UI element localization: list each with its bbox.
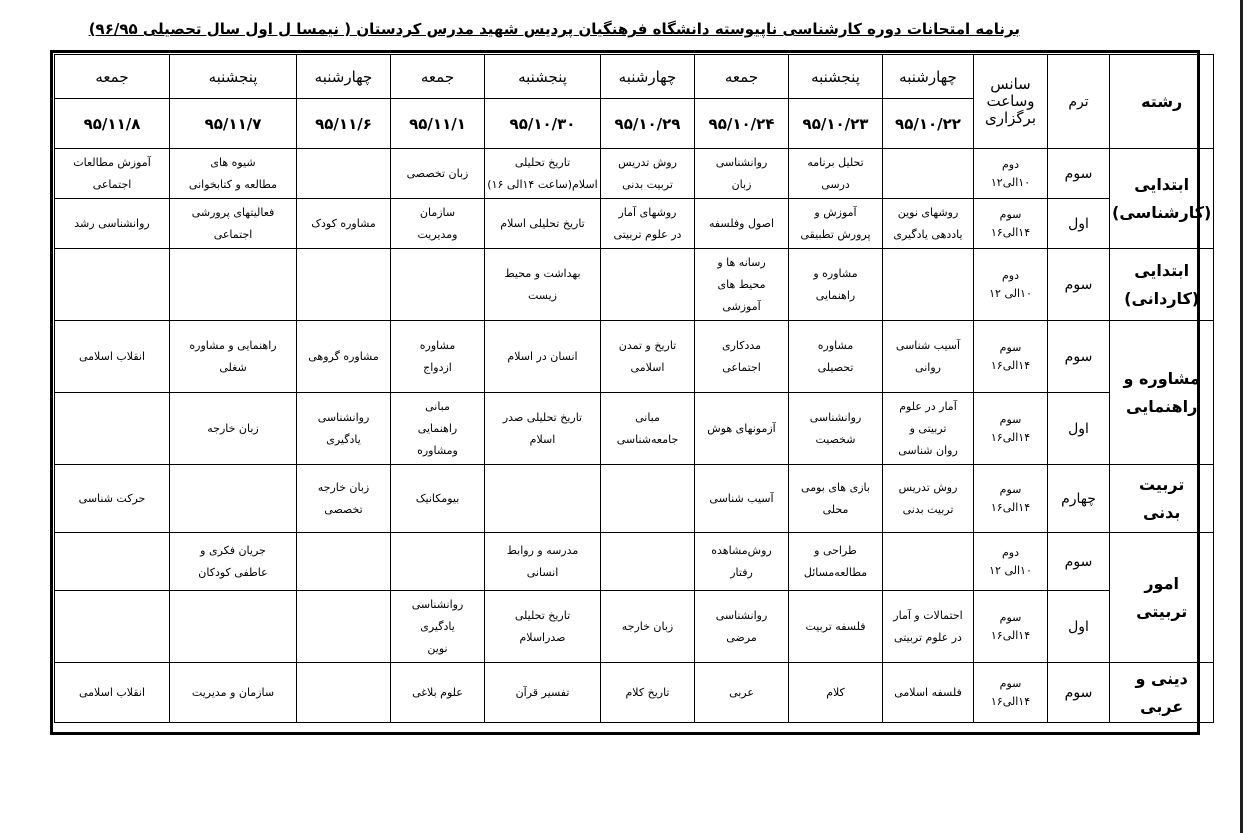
table-row [55, 249, 1214, 321]
session-header: سانس وساعت برگزاری [974, 55, 1048, 149]
course-cell: روش‌مشاهده رفتار [695, 533, 789, 591]
table-row [55, 465, 1214, 533]
course-cell [391, 249, 485, 321]
term-cell: اول [1048, 393, 1110, 465]
course-cell [485, 465, 601, 533]
course-cell: روانشناسی مرضی [695, 591, 789, 663]
course-cell: تحلیل برنامه درسی [789, 149, 883, 199]
course-cell: روانشناسی شخصیت [789, 393, 883, 465]
date-header: ۹۵/۱۱/۱ [391, 99, 485, 149]
course-cell: زبان خارجه [601, 591, 695, 663]
major-cell: دینی و عربی [1110, 663, 1214, 723]
day-header: پنجشنبه [789, 55, 883, 99]
session-cell: دوم ۱۰الی ۱۲ [974, 249, 1048, 321]
date-header: ۹۵/۱۰/۲۲ [883, 99, 974, 149]
course-cell: زبان خارجه تخصصی [297, 465, 391, 533]
course-cell: بازی های بومی محلی [789, 465, 883, 533]
course-cell: آمار در علوم تربیتی و روان شناسی [883, 393, 974, 465]
date-header: ۹۵/۱۱/۷ [170, 99, 297, 149]
course-cell: انقلاب اسلامی [55, 663, 170, 723]
course-cell: زبان خارجه [170, 393, 297, 465]
exam-schedule-table [54, 54, 1214, 723]
course-cell: سازمان و مدیریت [170, 663, 297, 723]
course-cell: طراحی و مطالعه‌مسائل [789, 533, 883, 591]
course-cell: مشاوره تحصیلی [789, 321, 883, 393]
course-cell [297, 663, 391, 723]
course-cell: روانشناسی زبان [695, 149, 789, 199]
course-cell: احتمالات و آمار در علوم تربیتی [883, 591, 974, 663]
course-cell: کلام [789, 663, 883, 723]
course-cell: روانشناسی یادگیری نوین [391, 591, 485, 663]
course-cell: علوم بلاغی [391, 663, 485, 723]
major-cell: مشاوره و راهنمایی [1110, 321, 1214, 465]
course-cell: تاریخ کلام [601, 663, 695, 723]
term-cell: چهارم [1048, 465, 1110, 533]
day-header: جمعه [391, 55, 485, 99]
course-cell: آسیب شناسی [695, 465, 789, 533]
course-cell [297, 149, 391, 199]
session-cell: سوم ۱۴الی۱۶ [974, 321, 1048, 393]
course-cell [391, 533, 485, 591]
major-header: رشته [1110, 55, 1214, 149]
term-cell: اول [1048, 591, 1110, 663]
session-cell: سوم ۱۴الی۱۶ [974, 465, 1048, 533]
session-cell: سوم ۱۴الی۱۶ [974, 199, 1048, 249]
session-cell: سوم ۱۴الی۱۶ [974, 393, 1048, 465]
day-header: پنجشنبه [170, 55, 297, 99]
course-cell [601, 249, 695, 321]
course-cell: مبانی راهنمایی ومشاوره [391, 393, 485, 465]
course-cell: تفسیر قرآن [485, 663, 601, 723]
course-cell: آموزش و پرورش تطبیقی [789, 199, 883, 249]
course-cell: آسیب شناسی روانی [883, 321, 974, 393]
course-cell [883, 149, 974, 199]
course-cell: تاریخ تحلیلی صدر اسلام [485, 393, 601, 465]
table-row [55, 321, 1214, 393]
course-cell [297, 533, 391, 591]
course-cell: جریان فکری و عاطفی کودکان [170, 533, 297, 591]
course-cell: سازمان ومدیریت [391, 199, 485, 249]
day-header: چهارشنبه [883, 55, 974, 99]
course-cell: بهداشت و محیط زیست [485, 249, 601, 321]
term-header: ترم [1048, 55, 1110, 149]
course-cell: مدرسه و روابط انسانی [485, 533, 601, 591]
course-cell: حرکت شناسی [55, 465, 170, 533]
course-cell: مشاوره کودک [297, 199, 391, 249]
course-cell: آزمونهای هوش [695, 393, 789, 465]
day-header: پنجشنبه [485, 55, 601, 99]
day-header: جمعه [55, 55, 170, 99]
session-cell: دوم ۱۰الی۱۲ [974, 149, 1048, 199]
session-cell: دوم ۱۰الی ۱۲ [974, 533, 1048, 591]
course-cell: عربی [695, 663, 789, 723]
major-cell: ابتدایی (کارشناسی) [1110, 149, 1214, 249]
term-cell: سوم [1048, 149, 1110, 199]
course-cell: فلسفه اسلامی [883, 663, 974, 723]
major-cell: امور تربیتی [1110, 533, 1214, 663]
course-cell: روانشناسی رشد [55, 199, 170, 249]
header-row-days [55, 55, 1214, 99]
course-cell [601, 465, 695, 533]
course-cell: روشهای آمار در علوم تربیتی [601, 199, 695, 249]
day-header: جمعه [695, 55, 789, 99]
course-cell [55, 249, 170, 321]
course-cell: فلسفه تربیت [789, 591, 883, 663]
course-cell: راهنمایی و مشاوره شغلی [170, 321, 297, 393]
course-cell [55, 591, 170, 663]
date-header: ۹۵/۱۰/۲۹ [601, 99, 695, 149]
course-cell: بیومکانیک [391, 465, 485, 533]
date-header: ۹۵/۱۱/۶ [297, 99, 391, 149]
course-cell [170, 591, 297, 663]
course-cell [883, 533, 974, 591]
course-cell: اصول وفلسفه [695, 199, 789, 249]
major-cell: تربیت بدنی [1110, 465, 1214, 533]
course-cell: آموزش مطالعات اجتماعی [55, 149, 170, 199]
course-cell: مشاوره ازدواج [391, 321, 485, 393]
course-cell [883, 249, 974, 321]
date-header: ۹۵/۱۱/۸ [55, 99, 170, 149]
date-header: ۹۵/۱۰/۳۰ [485, 99, 601, 149]
date-header: ۹۵/۱۰/۲۳ [789, 99, 883, 149]
major-cell: ابتدایی (کاردانی) [1110, 249, 1214, 321]
table-row [55, 199, 1214, 249]
date-header: ۹۵/۱۰/۲۴ [695, 99, 789, 149]
course-cell [297, 591, 391, 663]
course-cell: تاریخ تحلیلی اسلام [485, 199, 601, 249]
term-cell: سوم [1048, 249, 1110, 321]
page-title: برنامه امتحانات دوره کارشناسی ناپیوسته دانشگاه فرهنگیان پردیس شهید مدرس کردستان ( نیمسا ل اول سال تحصیلی ۹۶/۹۵) [88, 20, 1020, 38]
course-cell: فعالیتهای پرورشی اجتماعی [170, 199, 297, 249]
course-cell: زبان تخصصی [391, 149, 485, 199]
course-cell: مددکاری اجتماعی [695, 321, 789, 393]
course-cell [55, 393, 170, 465]
course-cell [601, 533, 695, 591]
table-row [55, 393, 1214, 465]
course-cell: تاریخ تحلیلی اسلام(ساعت ۱۴الی ۱۶) [485, 149, 601, 199]
table-row [55, 533, 1214, 591]
course-cell: مبانی جامعه‌شناسی [601, 393, 695, 465]
course-cell: تاریخ تحلیلی صدراسلام [485, 591, 601, 663]
course-cell: روانشناسی یادگیری [297, 393, 391, 465]
session-cell: سوم ۱۴الی۱۶ [974, 663, 1048, 723]
course-cell: رسانه ها و محیط های آموزشی [695, 249, 789, 321]
window-edge [1240, 0, 1243, 833]
day-header: چهارشنبه [601, 55, 695, 99]
session-cell: سوم ۱۴الی۱۶ [974, 591, 1048, 663]
course-cell [297, 249, 391, 321]
course-cell: شیوه های مطالعه و کتابخوانی [170, 149, 297, 199]
table-row [55, 149, 1214, 199]
table-row [55, 591, 1214, 663]
term-cell: سوم [1048, 533, 1110, 591]
course-cell: مشاوره گروهی [297, 321, 391, 393]
course-cell: انقلاب اسلامی [55, 321, 170, 393]
term-cell: اول [1048, 199, 1110, 249]
table-row [55, 663, 1214, 723]
term-cell: سوم [1048, 663, 1110, 723]
course-cell [55, 533, 170, 591]
course-cell [170, 249, 297, 321]
course-cell: تاریخ و تمدن اسلامی [601, 321, 695, 393]
course-cell [170, 465, 297, 533]
course-cell: روشهای نوین یاددهی یادگیری [883, 199, 974, 249]
course-cell: روش تدریس تربیت بدنی [601, 149, 695, 199]
day-header: چهارشنبه [297, 55, 391, 99]
term-cell: سوم [1048, 321, 1110, 393]
course-cell: روش تدریس تربیت بدنی [883, 465, 974, 533]
course-cell: انسان در اسلام [485, 321, 601, 393]
course-cell: مشاوره و راهنمایی [789, 249, 883, 321]
